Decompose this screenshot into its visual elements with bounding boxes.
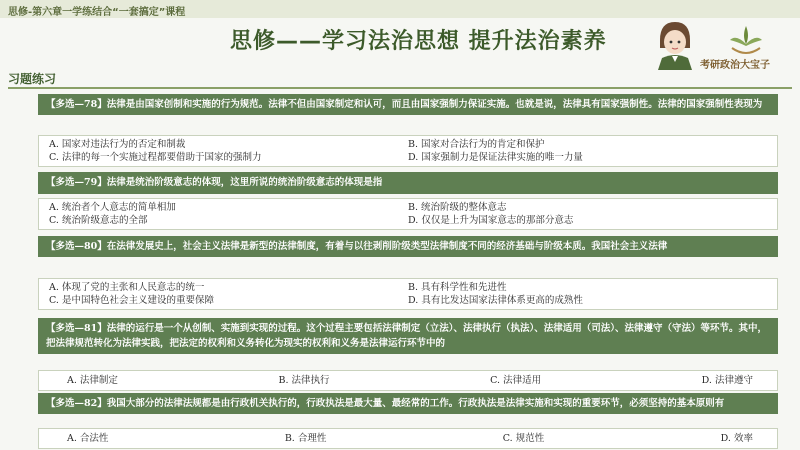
option-a[interactable]: A. 法律制定 (67, 375, 118, 386)
course-tag: 思修-第六章一学练结合“一套搞定”课程 (0, 0, 800, 18)
options-80 (38, 278, 778, 310)
option-d[interactable]: D. 效率 (720, 433, 753, 444)
option-d[interactable]: D. 法律遵守 (701, 375, 753, 386)
section-divider (8, 87, 792, 89)
page-title: 思修——学习法治思想 提升法治素养 (230, 29, 607, 54)
option-b[interactable]: B. 合理性 (284, 433, 327, 444)
option-d[interactable]: D. 仅仅是上升为国家意志的那部分意志 (408, 215, 574, 226)
option-a[interactable]: A. 合法性 (67, 433, 109, 444)
options-81 (38, 370, 778, 391)
options-78 (38, 135, 778, 167)
question-82: 【多选—82】我国大部分的法律法规都是由行政机关执行的，行政执法是最大量、最经常的工作。行政执法是法律实施和实现的重要环节，必须坚持的基本原则有 (38, 393, 778, 414)
option-a[interactable]: A. 体现了党的主张和人民意志的统一 (49, 282, 205, 293)
question-79: 【多选—79】法律是统治阶级意志的体现，这里所说的统治阶级意志的体现是指 (38, 172, 778, 194)
option-a[interactable]: A. 国家对违法行为的否定和制裁 (49, 139, 186, 150)
question-81: 【多选—81】法律的运行是一个从创制、实施到实现的过程。这个过程主要包括法律制定（立法）、法律执行（执法）、法律适用（司法）、法律遵守（守法）等环节。其中，把法律规范转化为法律实践，把法定的权利和义务转化为现实的权利和义务是法律运行环节中的 (38, 318, 778, 354)
option-c[interactable]: C. 法律适用 (490, 375, 542, 386)
options-82 (38, 428, 778, 449)
option-c[interactable]: C. 统治阶级意志的全部 (49, 215, 148, 226)
option-c[interactable]: C. 是中国特色社会主义建设的重要保障 (49, 295, 214, 306)
option-b[interactable]: B. 国家对合法行为的肯定和保护 (408, 139, 545, 150)
teacher-avatar (650, 18, 700, 70)
question-78: 【多选—78】法律是由国家创制和实施的行为规范。法律不但由国家制定和认可，而且由国家强制力保证实施。也就是说，法律具有国家强制性。法律的国家强制性表现为 (38, 94, 778, 115)
brand-logo-text: 考研政治大宝子 (700, 60, 770, 71)
option-b[interactable]: B. 统治阶级的整体意志 (408, 202, 507, 213)
option-d[interactable]: D. 国家强制力是保证法律实施的唯一力量 (408, 152, 583, 163)
section-label: 习题练习 (8, 72, 57, 86)
option-d[interactable]: D. 具有比发达国家法律体系更高的成熟性 (408, 295, 583, 306)
option-c[interactable]: C. 规范性 (502, 433, 545, 444)
option-b[interactable]: B. 法律执行 (278, 375, 330, 386)
option-b[interactable]: B. 具有科学性和先进性 (408, 282, 507, 293)
question-80: 【多选—80】在法律发展史上，社会主义法律是新型的法律制度，有着与以往剥削阶级类型法律制度不同的经济基础与阶级本质。我国社会主义法律 (38, 236, 778, 257)
option-c[interactable]: C. 法律的每一个实施过程都要借助于国家的强制力 (49, 152, 262, 163)
options-79 (38, 198, 778, 230)
option-a[interactable]: A. 统治者个人意志的简单相加 (49, 202, 176, 213)
